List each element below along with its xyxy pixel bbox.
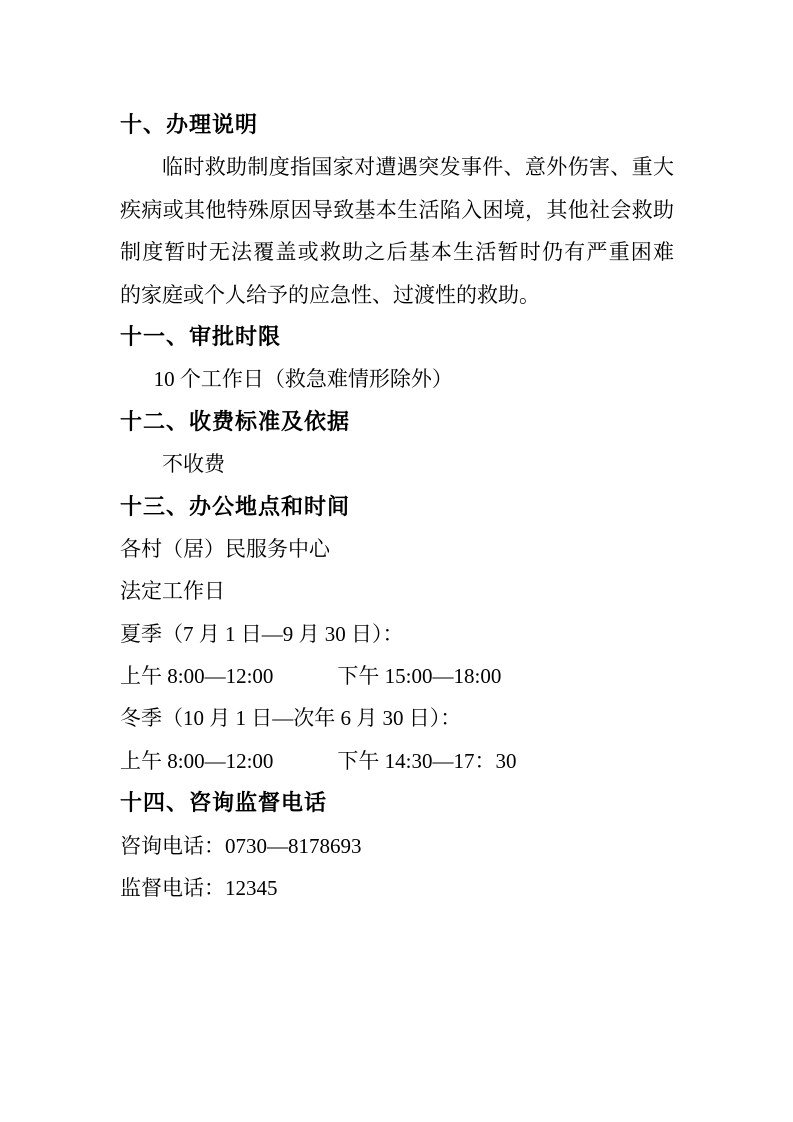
hours-tab-spacer — [273, 682, 337, 683]
supervise-phone — [120, 867, 674, 909]
description-paragraph-line-2: 疾病或其他特殊原因导致基本生活陷入困境，其他社会救助 — [120, 197, 674, 222]
fee-standard: 不收费 — [162, 452, 225, 477]
supervise-phone-label: 监督电话： — [120, 876, 225, 901]
heading-section-10: 十、办理说明 — [120, 112, 259, 137]
summer-hours — [120, 655, 674, 697]
consult-phone-number: 0730—8178693 — [225, 833, 362, 858]
document-content — [120, 104, 674, 909]
winter-morning-hours: 上午 8:00—12:00 — [120, 748, 274, 773]
heading-section-12: 十二、收费标准及依据 — [120, 408, 351, 434]
winter-afternoon-hours: 下午 14:30—17：30 — [337, 748, 517, 773]
summer-schedule-label: 夏季（7 月 1 日—9 月 30 日）： — [120, 621, 404, 646]
winter-hours — [120, 740, 674, 782]
heading-section-11: 十一、审批时限 — [120, 323, 282, 349]
approval-time-limit: 10 个工作日（救急难情形除外） — [153, 367, 453, 392]
consult-phone — [120, 825, 674, 867]
supervise-phone-number: 12345 — [225, 876, 278, 901]
office-workdays: 法定工作日 — [120, 579, 225, 604]
office-location: 各村（居）民服务中心 — [120, 536, 330, 561]
heading-section-14: 十四、咨询监督电话 — [120, 790, 328, 816]
summer-morning-hours: 上午 8:00—12:00 — [120, 664, 274, 689]
description-paragraph-line-4: 的家庭或个人给予的应急性、过渡性的救助。 — [120, 282, 540, 307]
heading-section-13: 十三、办公地点和时间 — [120, 493, 351, 519]
description-paragraph-line-1: 临时救助制度指国家对遭遇突发事件、意外伤害、重大 — [162, 155, 674, 180]
hours-tab-spacer — [273, 767, 337, 768]
summer-afternoon-hours: 下午 15:00—18:00 — [337, 664, 502, 689]
consult-phone-label: 咨询电话： — [120, 833, 225, 858]
winter-schedule-label: 冬季（10 月 1 日—次年 6 月 30 日）： — [120, 706, 462, 731]
description-paragraph-line-3: 制度暂时无法覆盖或救助之后基本生活暂时仍有严重困难 — [120, 240, 674, 265]
